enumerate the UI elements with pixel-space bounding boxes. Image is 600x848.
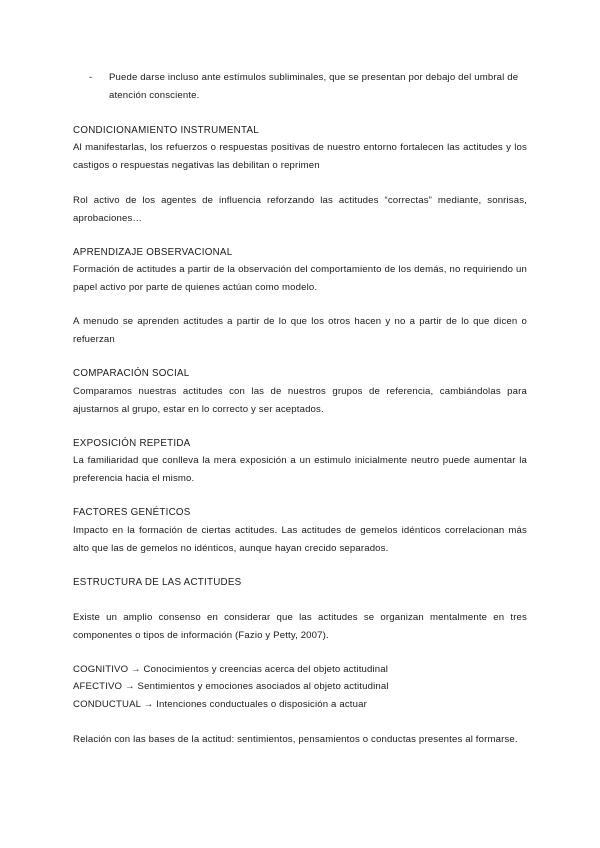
heading-exposicion: EXPOSICIÓN REPETIDA	[73, 438, 191, 449]
heading-comparacion: COMPARACIÓN SOCIAL	[73, 368, 190, 379]
paragraph-relacion: Relación con las bases de la actitud: sentimientos, pensamientos o conductas presentes al formarse.	[73, 734, 518, 745]
paragraph-instrumental-1: Al manifestarlas, los refuerzos o respuestas positivas de nuestro entorno fortalecen las actitudes y los castigos o respuestas negativas las debilitan o reprimen	[73, 142, 527, 171]
paragraph-observacional-2: A menudo se aprenden actitudes a partir de lo que los otros hacen y no a partir de lo que dicen o refuerzan	[73, 316, 527, 345]
paragraph-exposicion: La familiaridad que conlleva la mera exposición a un estimulo inicialmente neutro puede aumentar la preferencia hacia el mismo.	[73, 455, 527, 484]
component-conductual: CONDUCTUAL → Intenciones conductuales o disposición a actuar	[73, 699, 367, 710]
heading-instrumental: CONDICIONAMIENTO INSTRUMENTAL	[73, 125, 259, 136]
heading-geneticos: FACTORES GENÉTICOS	[73, 507, 191, 518]
paragraph-instrumental-2: Rol activo de los agentes de influencia reforzando las actitudes “correctas” mediante, sonrisas, aprobaciones…	[73, 195, 527, 224]
heading-estructura: ESTRUCTURA DE LAS ACTITUDES	[73, 577, 242, 588]
heading-observacional: APRENDIZAJE OBSERVACIONAL	[73, 247, 233, 258]
bullet-dash: -	[89, 72, 93, 83]
paragraph-observacional-1: Formación de actitudes a partir de la observación del comportamiento de los demás, no requiriendo un papel activo por parte de quienes actúan como modelo.	[73, 264, 527, 293]
paragraph-comparacion: Comparamos nuestras actitudes con las de nuestros grupos de referencia, cambiándolas para ajustarnos al grupo, estar en lo correcto y ser aceptados.	[73, 386, 527, 415]
component-cognitivo: COGNITIVO → Conocimientos y creencias acerca del objeto actitudinal	[73, 664, 389, 675]
paragraph-estructura: Existe un amplio consenso en considerar que las actitudes se organizan mentalmente en tres componentes o tipos de información (Fazio y Petty, 2007).	[73, 612, 527, 641]
bullet-text: Puede darse incluso ante estímulos subliminales, que se presentan por debajo del umbral de atención consciente.	[109, 72, 519, 101]
paragraph-geneticos: Impacto en la formación de ciertas actitudes. Las actitudes de gemelos idénticos correlacionan más alto que las de gemelos no idénticos, aunque hayan crecido separados.	[73, 525, 527, 554]
component-afectivo: AFECTIVO → Sentimientos y emociones asociados al objeto actitudinal	[73, 681, 389, 692]
